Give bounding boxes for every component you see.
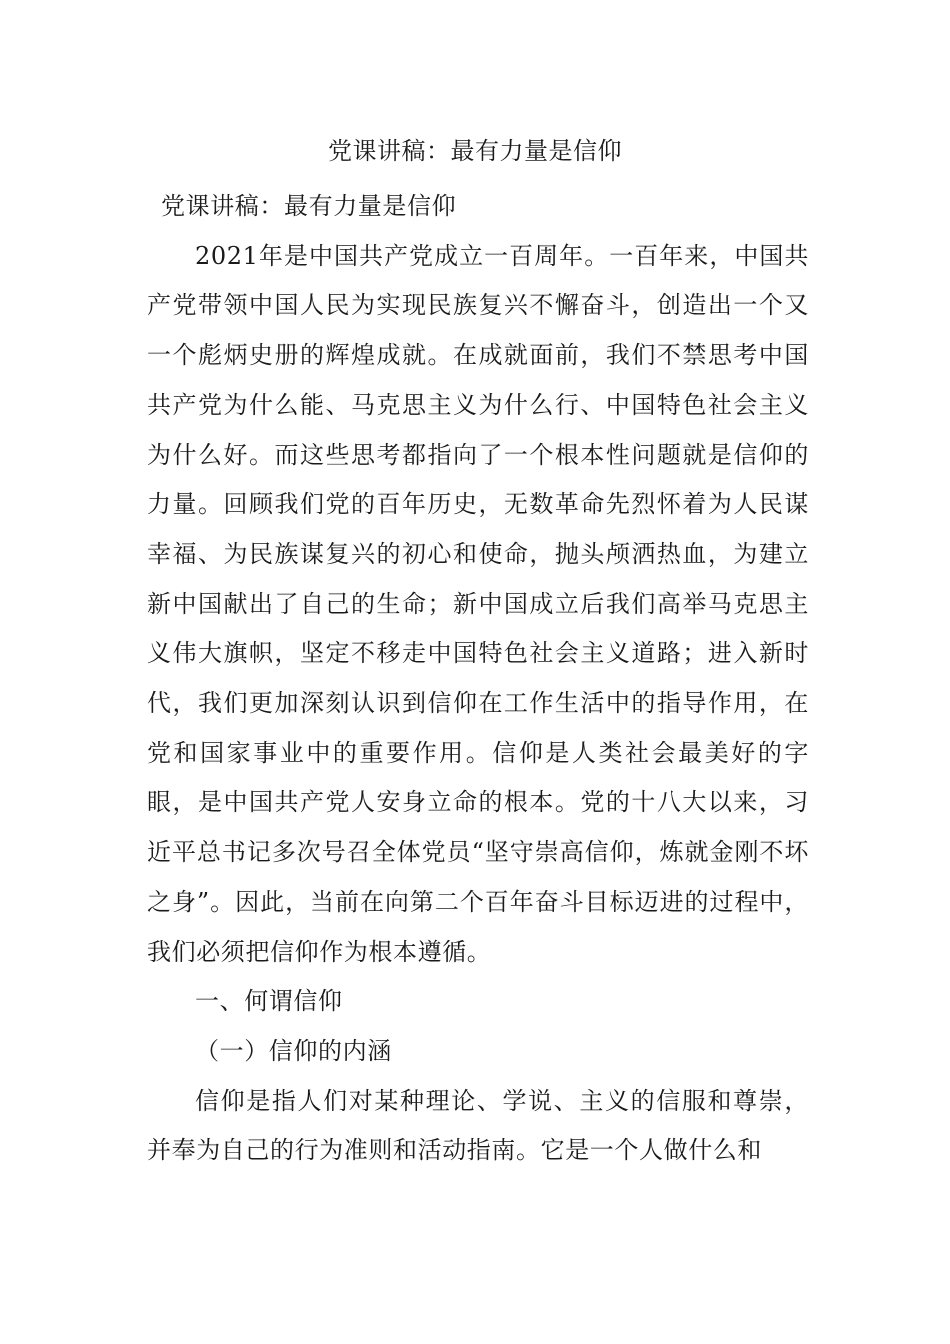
subsection-heading: （一）信仰的内涵: [195, 1036, 392, 1065]
section-heading: 一、何谓信仰: [195, 987, 343, 1016]
document-subtitle: 党课讲稿：最有力量是信仰: [161, 192, 457, 220]
intro-paragraph: 2021年是中国共产党成立一百周年。一百年来，中国共产党带领中国人民为实现民族复兴不懈奋斗，创造出一个又一个彪炳史册的辉煌成就。在成就面前，我们不禁思考中国共产党为什么能、马克思主义为什么行、中国特色社会主义为什么好。而这些思考都指向了一个根本性问题就是信仰的力量。回顾我们党的百年历史，无数革命先烈怀着为人民谋幸福、为民族谋复兴的初心和使命，抛头颅洒热血，为建立新中国献出了自己的生命；新中国成立后我们高举马克思主义伟大旗帜，坚定不移走中国特色社会主义道路；进入新时代，我们更加深刻认识到信仰在工作生活中的指导作用，在党和国家事业中的重要作用。信仰是人类社会最美好的字眼，是中国共产党人安身立命的根本。党的十八大以来，习近平总书记多次号召全体党员“坚守崇高信仰，炼就金刚不坏之身”。因此，当前在向第二个百年奋斗目标迈进的过程中，我们必须把信仰作为根本遵循。: [147, 241, 809, 966]
body-paragraph: 信仰是指人们对某种理论、学说、主义的信服和尊崇，并奉为自己的行为准则和活动指南。它是一个人做什么和: [147, 1086, 809, 1165]
document-title: 党课讲稿：最有力量是信仰: [328, 137, 622, 165]
document-body: [147, 182, 809, 1176]
